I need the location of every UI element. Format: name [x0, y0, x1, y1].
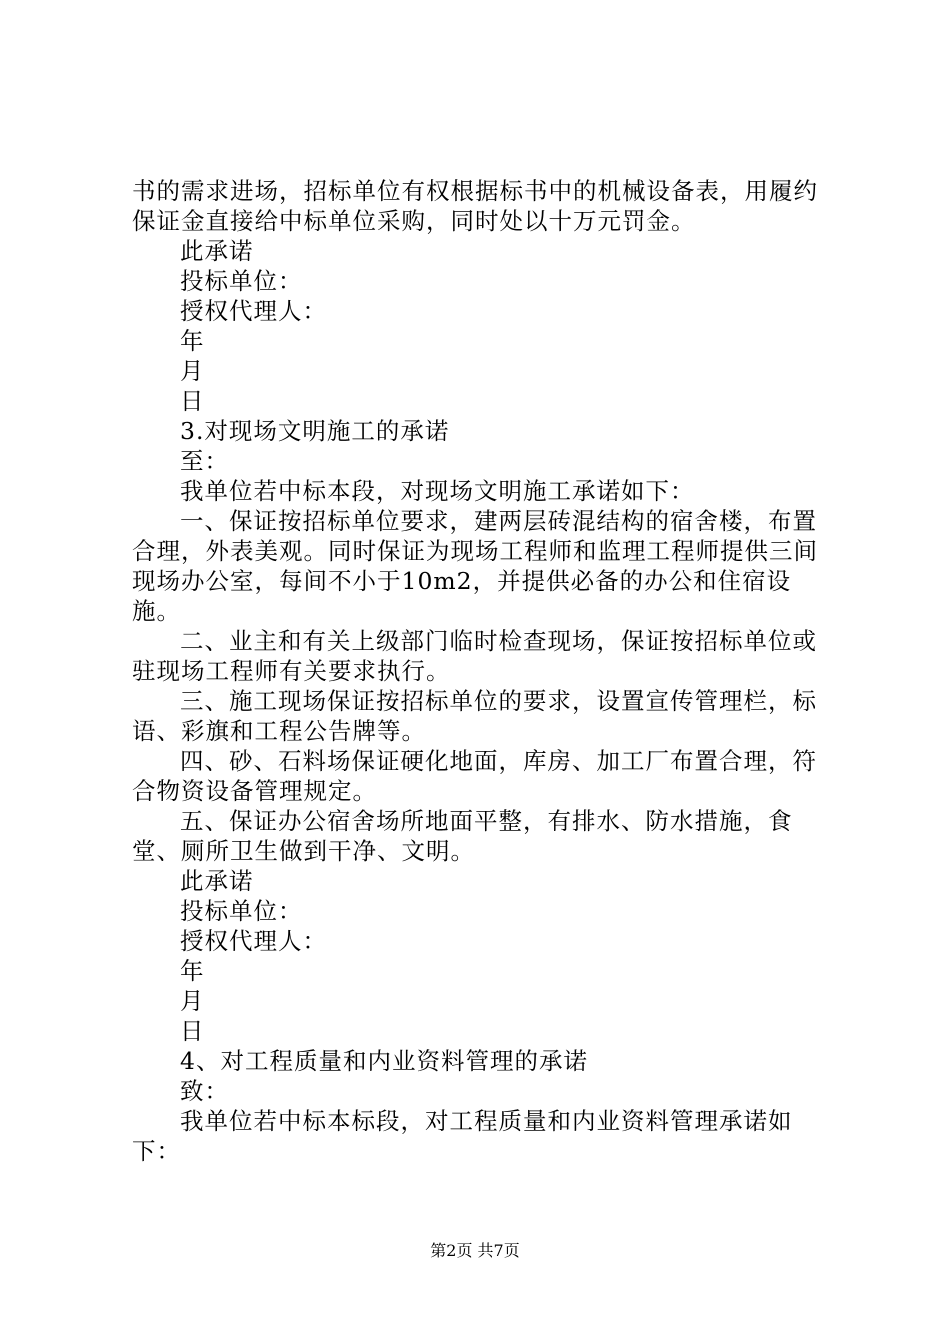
paragraph: 我单位若中标本段，对现场文明施工承诺如下： — [180, 477, 695, 505]
paragraph: 年 — [180, 327, 205, 355]
paragraph: 年 — [180, 957, 205, 985]
paragraph: 日 — [180, 387, 205, 415]
paragraph: 授权代理人： — [180, 297, 327, 325]
document-body — [132, 176, 832, 1166]
page-footer — [0, 1241, 950, 1261]
paragraph: 四、砂、石料场保证硬化地面，库房、加工厂布置合理，符合物资设备管理规定。 — [132, 747, 817, 805]
paragraph: 此承诺 — [180, 867, 254, 895]
paragraph: 书的需求进场，招标单位有权根据标书中的机械设备表，用履约保证金直接给中标单位采购，同时处以十万元罚金。 — [132, 177, 818, 235]
paragraph: 月 — [180, 357, 205, 385]
paragraph: 一、保证按招标单位要求，建两层砖混结构的宿舍楼，布置合理，外表美观。同时保证为现场工程师和监理工程师提供三间现场办公室，每间不小于10m2，并提供必备的办公和住宿设施。 — [132, 507, 818, 625]
paragraph: 日 — [180, 1017, 205, 1045]
paragraph: 至： — [180, 447, 229, 475]
paragraph: 我单位若中标本标段，对工程质量和内业资料管理承诺如下： — [132, 1107, 793, 1165]
paragraph: 投标单位： — [180, 897, 303, 925]
paragraph: 二、业主和有关上级部门临时检查现场，保证按招标单位或驻现场工程师有关要求执行。 — [132, 627, 817, 685]
paragraph: 五、保证办公宿舍场所地面平整，有排水、防水措施，食堂、厕所卫生做到干净、文明。 — [132, 807, 793, 865]
section-heading: 4、对工程质量和内业资料管理的承诺 — [180, 1047, 588, 1075]
page-number: 第2页 共7页 — [430, 1241, 520, 1260]
paragraph: 此承诺 — [180, 237, 254, 265]
paragraph: 三、施工现场保证按招标单位的要求，设置宣传管理栏，标语、彩旗和工程公告牌等。 — [132, 687, 817, 745]
paragraph: 致： — [180, 1077, 229, 1105]
paragraph: 投标单位： — [180, 267, 303, 295]
paragraph: 月 — [180, 987, 205, 1015]
section-heading: 3.对现场文明施工的承诺 — [180, 417, 450, 445]
paragraph: 授权代理人： — [180, 927, 327, 955]
